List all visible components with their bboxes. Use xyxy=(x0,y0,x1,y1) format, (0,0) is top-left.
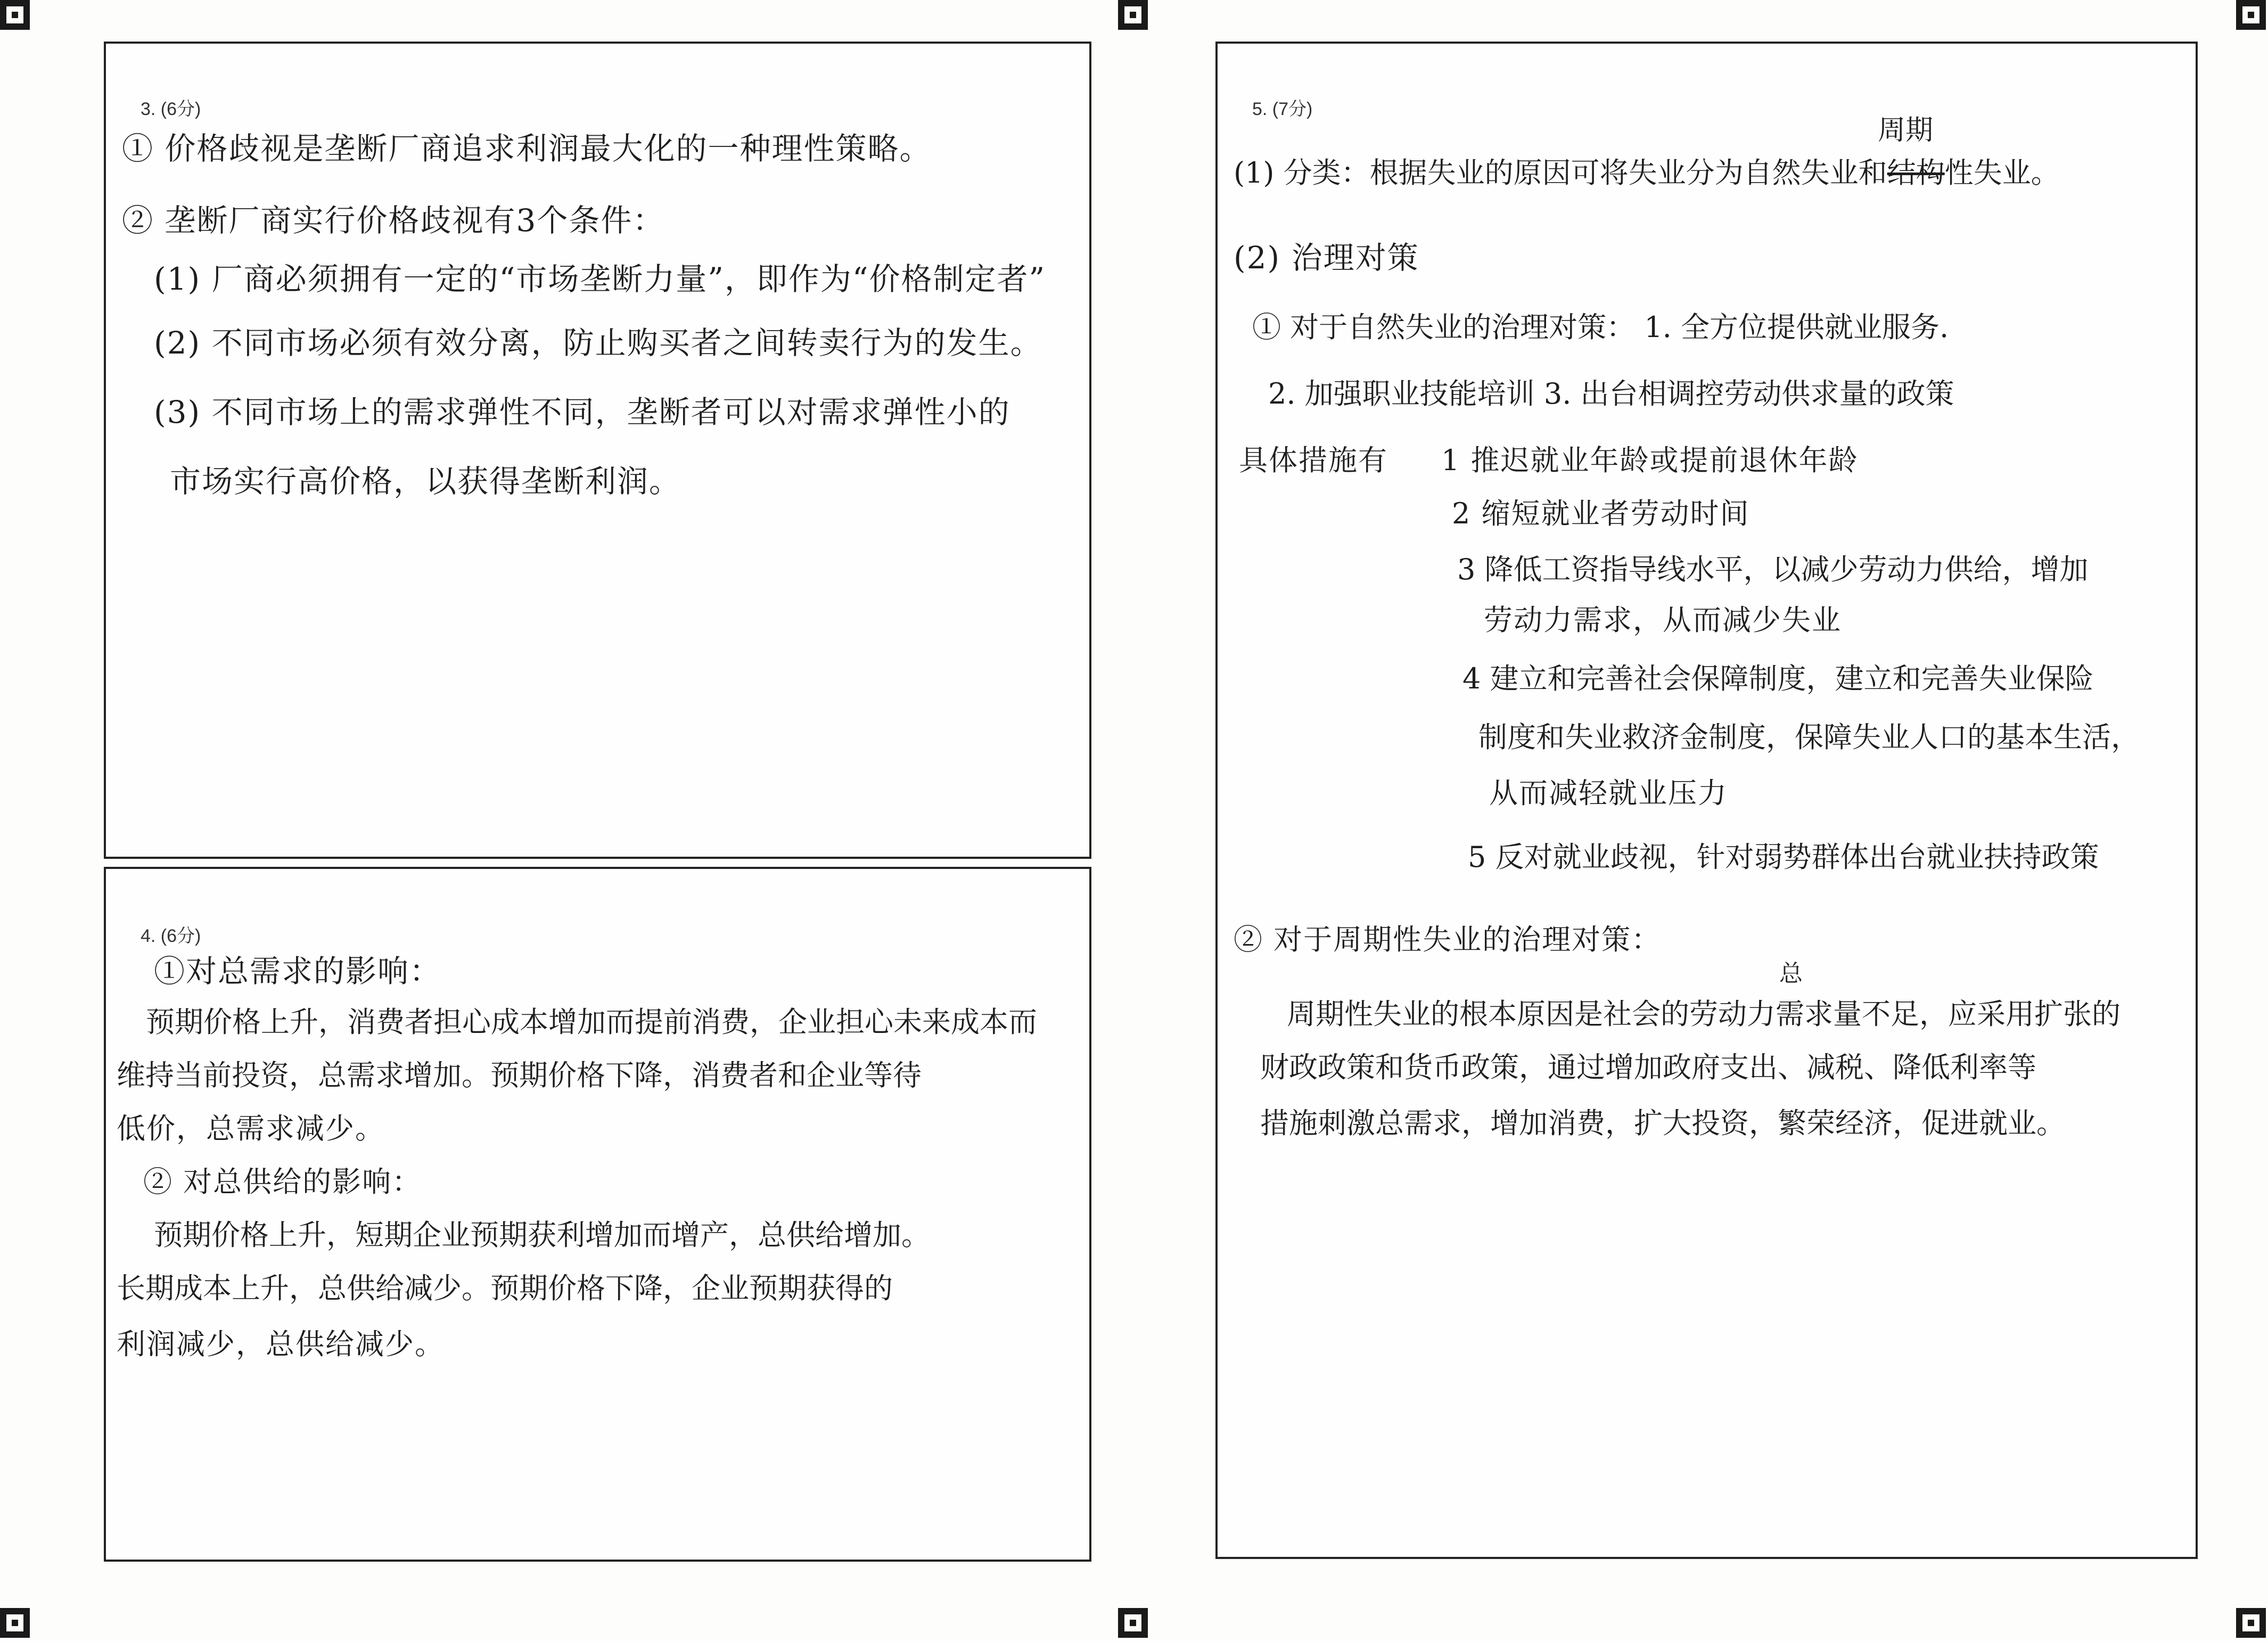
answer-box-q3 xyxy=(104,42,1091,859)
answer-line: 预期价格上升，短期企业预期获利增加而增产，总供给增加。 xyxy=(154,1218,930,1252)
answer-box-q5 xyxy=(1215,42,2198,1559)
answer-line: 从而减轻就业压力 xyxy=(1489,776,1728,810)
answer-line: (2) 不同市场必须有效分离，防止购买者之间转卖行为的发生。 xyxy=(154,325,1042,361)
answer-line: (1) 厂商必须拥有一定的“市场垄断力量”，即作为“价格制定者” xyxy=(154,261,1046,297)
answer-line: ①对总需求的影响： xyxy=(154,953,442,989)
answer-line: (2) 治理对策 xyxy=(1234,240,1419,276)
answer-line: ① 对于自然失业的治理对策： 1. 全方位提供就业服务. xyxy=(1252,310,1949,344)
classification-end: 性失业。 xyxy=(1944,156,2060,190)
answer-line: 预期价格上升，消费者担心成本增加而提前消费，企业担心未来成本而 xyxy=(146,1005,1037,1039)
answer-line: 市场实行高价格，以获得垄断利润。 xyxy=(170,463,681,499)
answer-line: 劳动力需求，从而减少失业 xyxy=(1484,603,1842,637)
struck-word: 结构 xyxy=(1887,156,1945,190)
corner-marker xyxy=(1118,0,1148,30)
answer-line: ② 垄断厂商实行价格歧视有3个条件： xyxy=(122,202,665,239)
answer-line: 1 推迟就业年龄或提前退休年龄 xyxy=(1441,444,1859,477)
answer-line: 4 建立和完善社会保障制度，建立和完善失业保险 xyxy=(1462,662,2094,695)
answer-line: 制度和失业救济金制度，保障失业人口的基本生活， xyxy=(1478,720,2140,754)
classification-line xyxy=(1234,150,2060,191)
answer-line: 2 缩短就业者劳动时间 xyxy=(1452,497,1750,530)
corner-marker xyxy=(1118,1608,1148,1638)
answer-line: 具体措施有 xyxy=(1239,444,1388,477)
answer-line: 财政政策和货币政策，通过增加政府支出、减税、降低利率等 xyxy=(1260,1051,2036,1084)
answer-line: 长期成本上升，总供给减少。预期价格下降，企业预期获得的 xyxy=(117,1271,893,1305)
corner-marker xyxy=(0,1608,30,1638)
answer-line: 维持当前投资，总需求增加。预期价格下降，消费者和企业等待 xyxy=(117,1059,922,1092)
answer-line: ① 价格歧视是垄断厂商追求利润最大化的一种理性策略。 xyxy=(122,130,932,167)
answer-line: 周期性失业的根本原因是社会的劳动力需求量不足，应采用扩张的 xyxy=(1287,997,2121,1031)
answer-line: ② 对于周期性失业的治理对策： xyxy=(1234,923,1662,956)
corner-marker xyxy=(0,0,30,30)
answer-line: 2. 加强职业技能培训 3. 出台相调控劳动供求量的政策 xyxy=(1268,377,1954,411)
answer-line: 5 反对就业歧视，针对弱势群体出台就业扶持政策 xyxy=(1468,840,2099,874)
question-title: 5. (7分) xyxy=(1252,99,1313,119)
question-title: 3. (6分) xyxy=(141,99,201,119)
answer-line: 3 降低工资指导线水平，以减少劳动力供给，增加 xyxy=(1457,553,2089,586)
corner-marker xyxy=(2236,1608,2266,1638)
answer-line: (3) 不同市场上的需求弹性不同，垄断者可以对需求弹性小的 xyxy=(154,394,1010,430)
answer-box-q4 xyxy=(104,867,1091,1562)
caret-insert: 总 xyxy=(1779,960,1803,987)
answer-line: 低价，总需求减少。 xyxy=(117,1112,385,1145)
classification-text: (1) 分类：根据失业的原因可将失业分为自然失业和 xyxy=(1234,156,1887,190)
inserted-word: 周期 xyxy=(1878,114,1934,146)
answer-line: 利润减少，总供给减少。 xyxy=(117,1327,445,1361)
answer-line: 措施刺激总需求，增加消费，扩大投资，繁荣经济，促进就业。 xyxy=(1260,1106,2065,1140)
question-title: 4. (6分) xyxy=(141,926,201,946)
answer-line: ② 对总供给的影响： xyxy=(143,1165,422,1199)
corner-marker xyxy=(2236,0,2266,30)
